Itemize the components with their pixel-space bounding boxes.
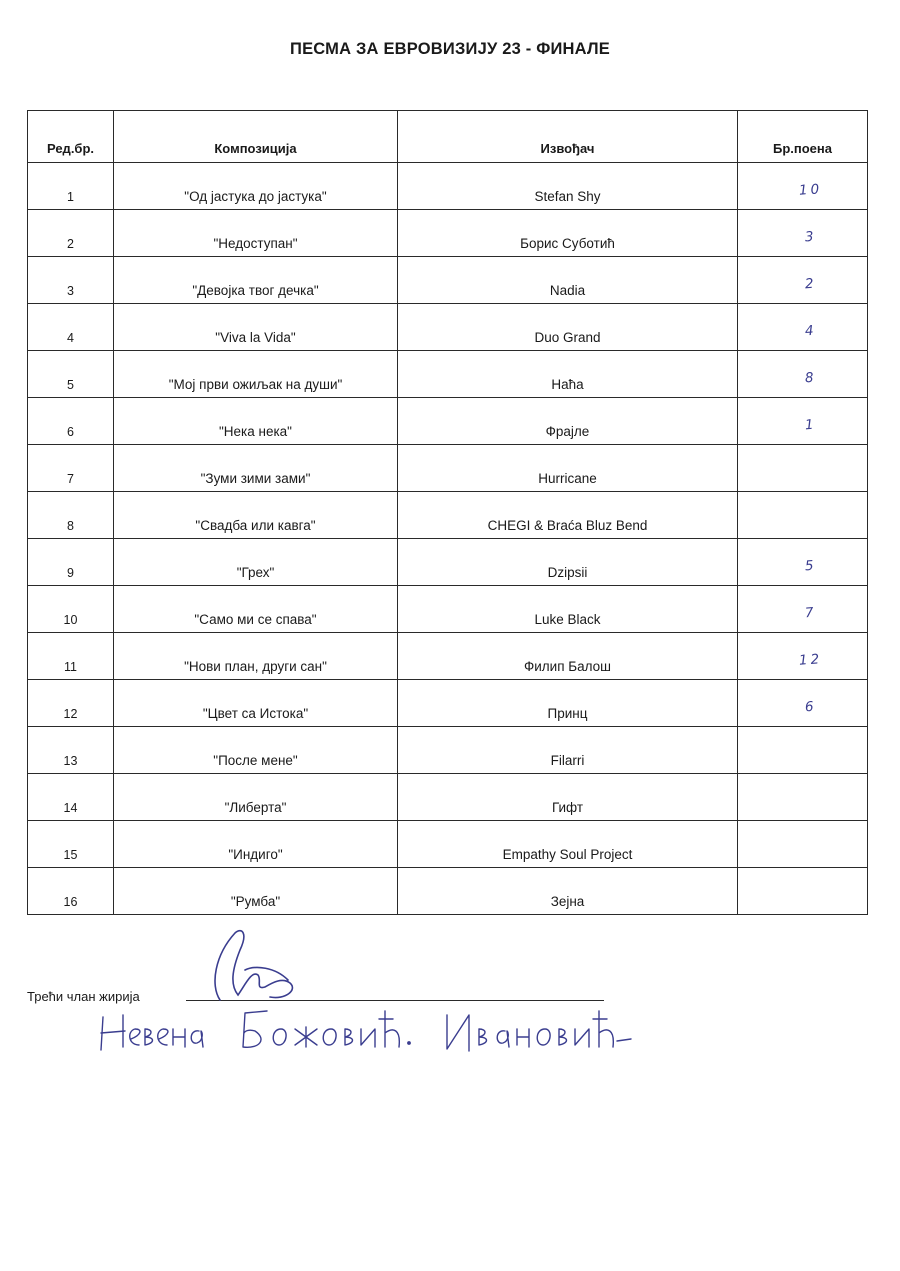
row-song: "Мој први ожиљак на души" [114, 351, 398, 398]
row-song: "Либерта" [114, 774, 398, 821]
table-row [28, 680, 868, 727]
header-song: Композиција [114, 111, 398, 163]
row-number: 2 [28, 210, 114, 257]
row-song: "Нови план, други сан" [114, 633, 398, 680]
handwritten-name [95, 995, 655, 1065]
row-number: 7 [28, 445, 114, 492]
row-number: 11 [28, 633, 114, 680]
handwritten-points: 12 [798, 651, 823, 669]
row-points [738, 210, 868, 257]
handwritten-points: 5 [804, 557, 817, 575]
row-number: 16 [28, 868, 114, 915]
row-points [738, 163, 868, 210]
handwritten-points: 4 [804, 322, 817, 340]
row-artist: Принц [398, 680, 738, 727]
row-song: "Девојка твог дечка" [114, 257, 398, 304]
header-artist: Извођач [398, 111, 738, 163]
row-artist: Stefan Shy [398, 163, 738, 210]
signature-label: Трећи члан жирија [27, 989, 140, 1004]
table-row [28, 304, 868, 351]
handwritten-points: 7 [804, 604, 817, 622]
table-row [28, 257, 868, 304]
row-song: "Од јастука до јастука" [114, 163, 398, 210]
handwritten-points: 2 [804, 275, 817, 293]
row-number: 12 [28, 680, 114, 727]
row-artist: Nadia [398, 257, 738, 304]
table-row [28, 163, 868, 210]
table-row [28, 586, 868, 633]
table-row [28, 398, 868, 445]
row-artist: Фрајле [398, 398, 738, 445]
row-song: "Зуми зими зами" [114, 445, 398, 492]
row-points [738, 586, 868, 633]
row-points [738, 633, 868, 680]
row-points [738, 774, 868, 821]
row-number: 4 [28, 304, 114, 351]
row-points [738, 727, 868, 774]
handwritten-points: 3 [804, 228, 817, 246]
row-song: "После мене" [114, 727, 398, 774]
header-points: Бр.поена [738, 111, 868, 163]
table-row [28, 492, 868, 539]
handwritten-points: 6 [804, 698, 817, 716]
row-artist: Борис Суботић [398, 210, 738, 257]
row-artist: Hurricane [398, 445, 738, 492]
row-number: 8 [28, 492, 114, 539]
row-song: "Само ми се спава" [114, 586, 398, 633]
row-number: 10 [28, 586, 114, 633]
table-row [28, 868, 868, 915]
table-header-row [28, 111, 868, 163]
table-row [28, 821, 868, 868]
row-points [738, 680, 868, 727]
row-artist: Наћа [398, 351, 738, 398]
row-number: 15 [28, 821, 114, 868]
handwritten-points: 1 [804, 416, 817, 434]
page-title: ПЕСМА ЗА ЕВРОВИЗИЈУ 23 - ФИНАЛЕ [290, 40, 610, 58]
row-artist: Duo Grand [398, 304, 738, 351]
row-artist: Empathy Soul Project [398, 821, 738, 868]
row-artist: Филип Балош [398, 633, 738, 680]
row-points [738, 492, 868, 539]
row-points [738, 257, 868, 304]
row-artist: Зејна [398, 868, 738, 915]
row-points [738, 351, 868, 398]
row-artist: Dzipsii [398, 539, 738, 586]
row-number: 14 [28, 774, 114, 821]
voting-table [27, 110, 868, 915]
row-points [738, 398, 868, 445]
handwritten-points: 10 [798, 181, 823, 199]
table-row [28, 351, 868, 398]
row-points [738, 868, 868, 915]
header-number: Ред.бр. [28, 111, 114, 163]
row-points [738, 821, 868, 868]
row-song: "Грех" [114, 539, 398, 586]
row-artist: Filarri [398, 727, 738, 774]
table-row [28, 774, 868, 821]
row-artist: Гифт [398, 774, 738, 821]
handwritten-points: 8 [804, 369, 817, 387]
row-points [738, 539, 868, 586]
row-song: "Нека нека" [114, 398, 398, 445]
row-number: 3 [28, 257, 114, 304]
row-number: 5 [28, 351, 114, 398]
row-song: "Недоступан" [114, 210, 398, 257]
row-artist: CHEGI & Braća Bluz Bend [398, 492, 738, 539]
table-row [28, 539, 868, 586]
table-row [28, 445, 868, 492]
table-row [28, 633, 868, 680]
row-song: "Viva la Vida" [114, 304, 398, 351]
table-row [28, 210, 868, 257]
row-points [738, 445, 868, 492]
row-number: 9 [28, 539, 114, 586]
row-artist: Luke Black [398, 586, 738, 633]
row-song: "Цвет са Истока" [114, 680, 398, 727]
row-points [738, 304, 868, 351]
row-song: "Свадба или кавга" [114, 492, 398, 539]
row-song: "Индиго" [114, 821, 398, 868]
row-song: "Румба" [114, 868, 398, 915]
row-number: 13 [28, 727, 114, 774]
row-number: 6 [28, 398, 114, 445]
table-row [28, 727, 868, 774]
row-number: 1 [28, 163, 114, 210]
